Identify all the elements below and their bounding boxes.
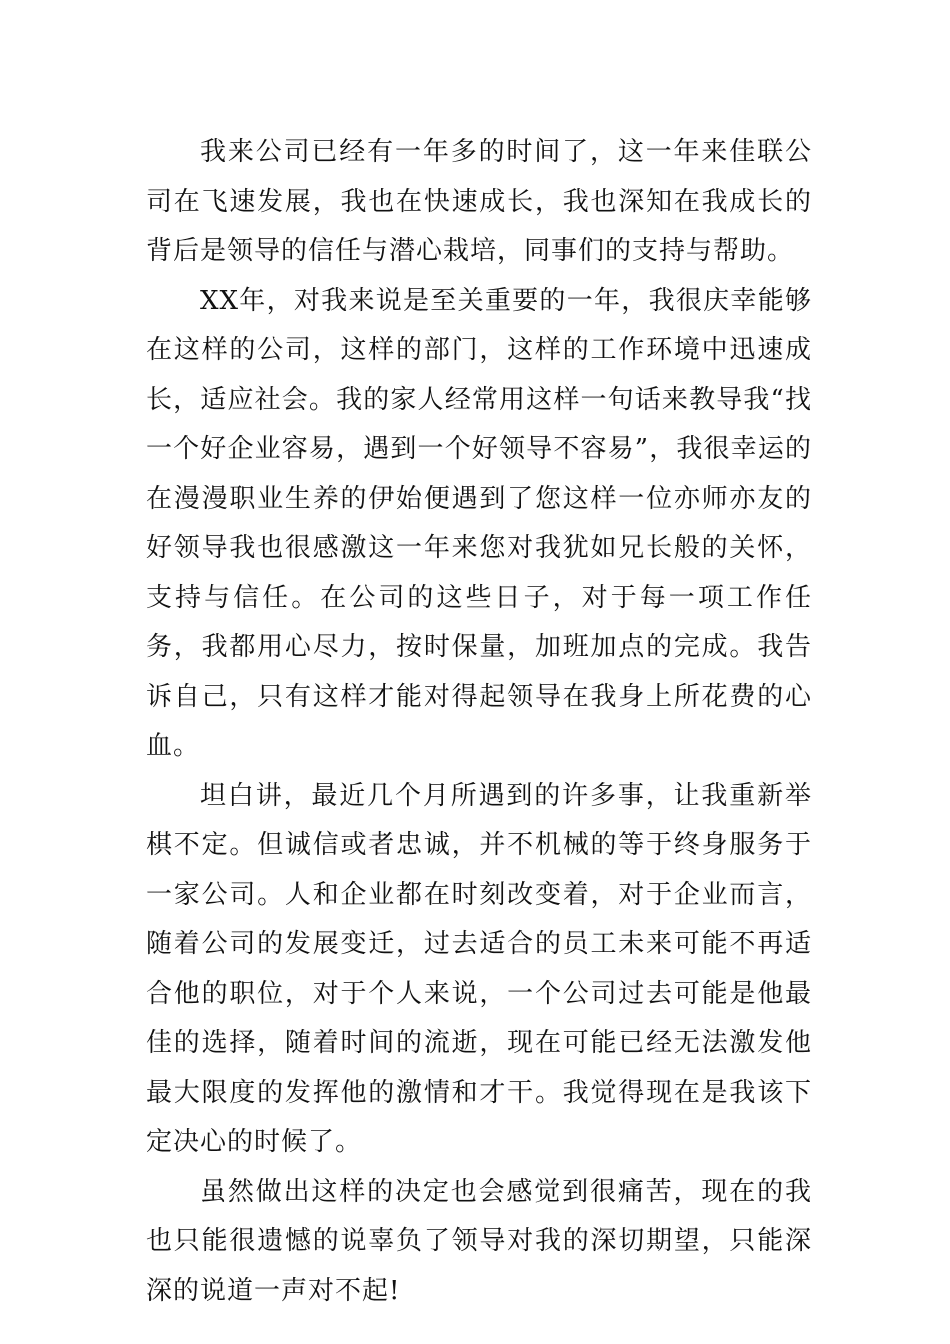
paragraph-4: 虽然做出这样的决定也会感觉到很痛苦，现在的我也只能很遗憾的说辜负了领导对我的深切期望，只能深深的说道一声对不起! (146, 1176, 812, 1306)
paragraph-2: XX年，对我来说是至关重要的一年，我很庆幸能够在这样的公司，这样的部门，这样的工作环境中迅速成长，适应社会。我的家人经常用这样一句话来教导我“找一个好企业容易，遇到一个好领导不容易”，我很幸运的在漫漫职业生养的伊始便遇到了您这样一位亦师亦友的好领导我也很感激这一年来您对我犹如兄长般的关怀，支持与信任。在公司的这些日子，对于每一项工作任务，我都用心尽力，按时保量，加班加点的完成。我告诉自己，只有这样才能对得起领导在我身上所花费的心血。 (146, 285, 812, 761)
paragraph-1: 我来公司已经有一年多的时间了，这一年来佳联公司在飞速发展，我也在快速成长，我也深知在我成长的背后是领导的信任与潜心栽培，同事们的支持与帮助。 (146, 137, 812, 266)
paragraph-3: 坦白讲，最近几个月所遇到的许多事，让我重新举棋不定。但诚信或者忠诚，并不机械的等于终身服务于一家公司。人和企业都在时刻改变着，对于企业而言，随着公司的发展变迁，过去适合的员工未来可能不再适合他的职位，对于个人来说，一个公司过去可能是他最佳的选择，随着时间的流逝，现在可能已经无法激发他最大限度的发挥他的激情和才干。我觉得现在是我该下定决心的时候了。 (146, 780, 812, 1157)
document-body (146, 128, 812, 1316)
